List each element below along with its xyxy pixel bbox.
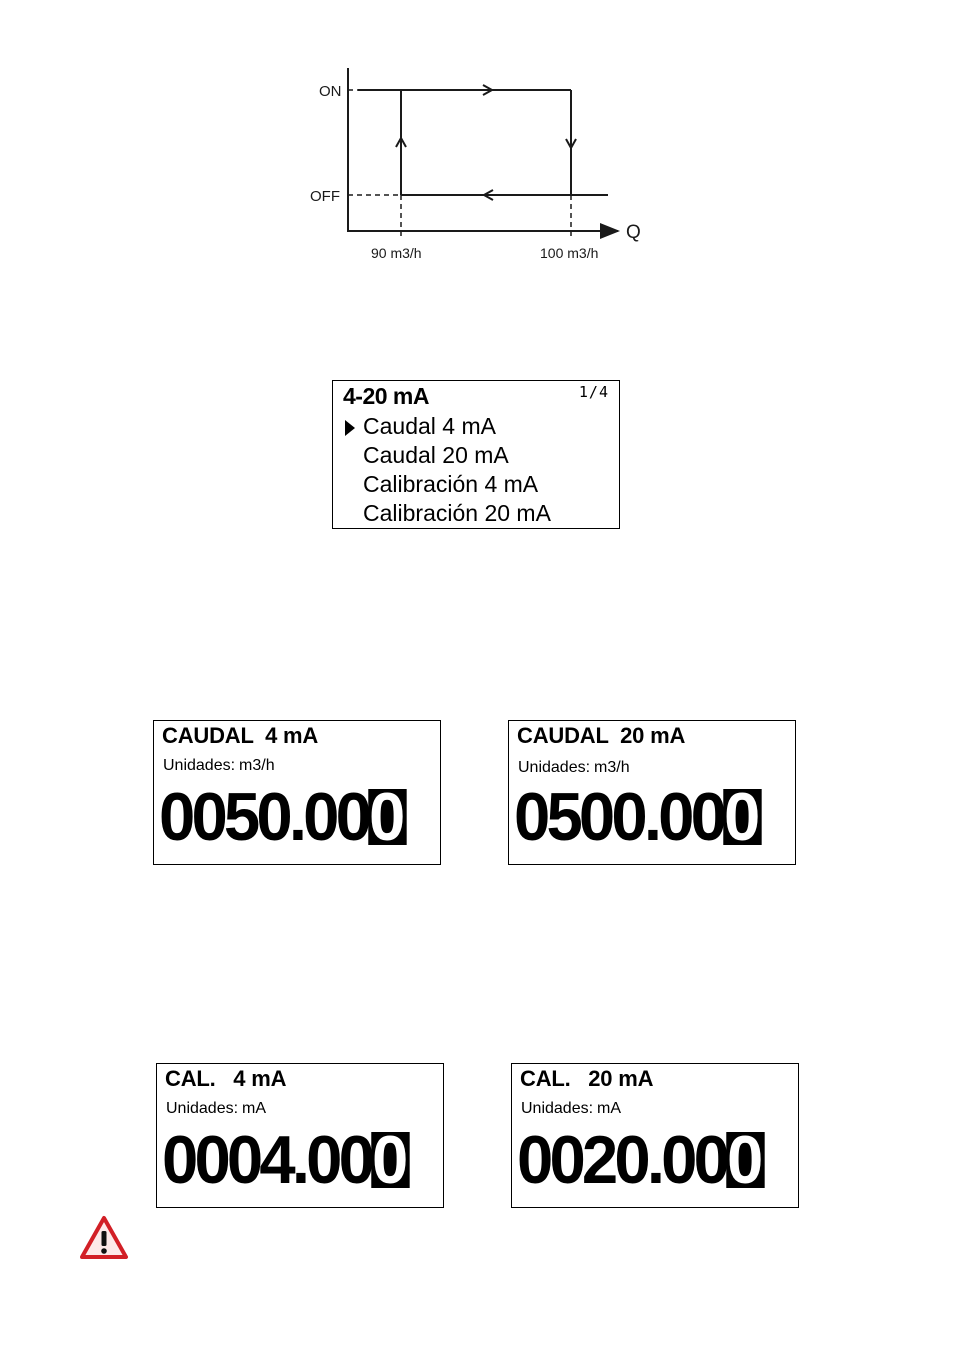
screen-cal-20ma <box>511 1063 799 1208</box>
menu-screen-4-20ma <box>332 380 620 529</box>
page-indicator: 1/4 <box>578 383 609 401</box>
units-value: m3/h <box>594 759 630 776</box>
threshold-label-low: 90 m3/h <box>371 245 422 261</box>
menu-list <box>345 412 551 528</box>
units-row: Unidades: m3/h <box>163 757 275 774</box>
screen-caudal-4ma <box>153 720 441 865</box>
units-row: Unidades: m3/h <box>518 759 630 776</box>
hysteresis-diagram <box>300 60 660 270</box>
value-display[interactable]: 0500.000 <box>514 779 761 855</box>
units-value: mA <box>242 1100 267 1117</box>
menu-item-caudal-20ma[interactable]: Caudal 20 mA <box>363 442 509 468</box>
units-row: Unidades: mA <box>521 1100 622 1117</box>
edit-cursor-digit[interactable]: 0 <box>724 779 761 855</box>
edit-cursor-digit[interactable]: 0 <box>372 1122 409 1198</box>
threshold-label-high: 100 m3/h <box>540 245 599 261</box>
menu-item-calibracion-4ma[interactable]: Calibración 4 mA <box>363 471 539 497</box>
on-label: ON <box>319 83 342 100</box>
menu-item-caudal-4ma[interactable]: Caudal 4 mA <box>345 412 551 441</box>
screen-title: CAL. 4 mA <box>165 1066 287 1091</box>
screen-cal-4ma <box>156 1063 444 1208</box>
value-display[interactable]: 0020.000 <box>517 1122 764 1198</box>
screen-title: CAUDAL 4 mA <box>162 723 319 748</box>
edit-cursor-digit[interactable]: 0 <box>369 779 406 855</box>
units-value: mA <box>597 1100 622 1117</box>
value-display[interactable]: 0050.000 <box>159 779 406 855</box>
menu-title: 4-20 mA <box>343 383 429 409</box>
units-value: m3/h <box>239 757 275 774</box>
edit-cursor-digit[interactable]: 0 <box>727 1122 764 1198</box>
menu-item-calibracion-20ma[interactable]: Calibración 20 mA <box>363 500 551 526</box>
selection-arrow-icon <box>345 420 355 436</box>
value-display[interactable]: 0004.000 <box>162 1122 409 1198</box>
x-axis-label: Q <box>626 222 641 243</box>
warning-triangle-icon <box>79 1215 129 1261</box>
screen-caudal-20ma <box>508 720 796 865</box>
units-row: Unidades: mA <box>166 1100 267 1117</box>
screen-title: CAL. 20 mA <box>520 1066 654 1091</box>
off-label: OFF <box>310 188 340 205</box>
screen-title: CAUDAL 20 mA <box>517 723 686 748</box>
